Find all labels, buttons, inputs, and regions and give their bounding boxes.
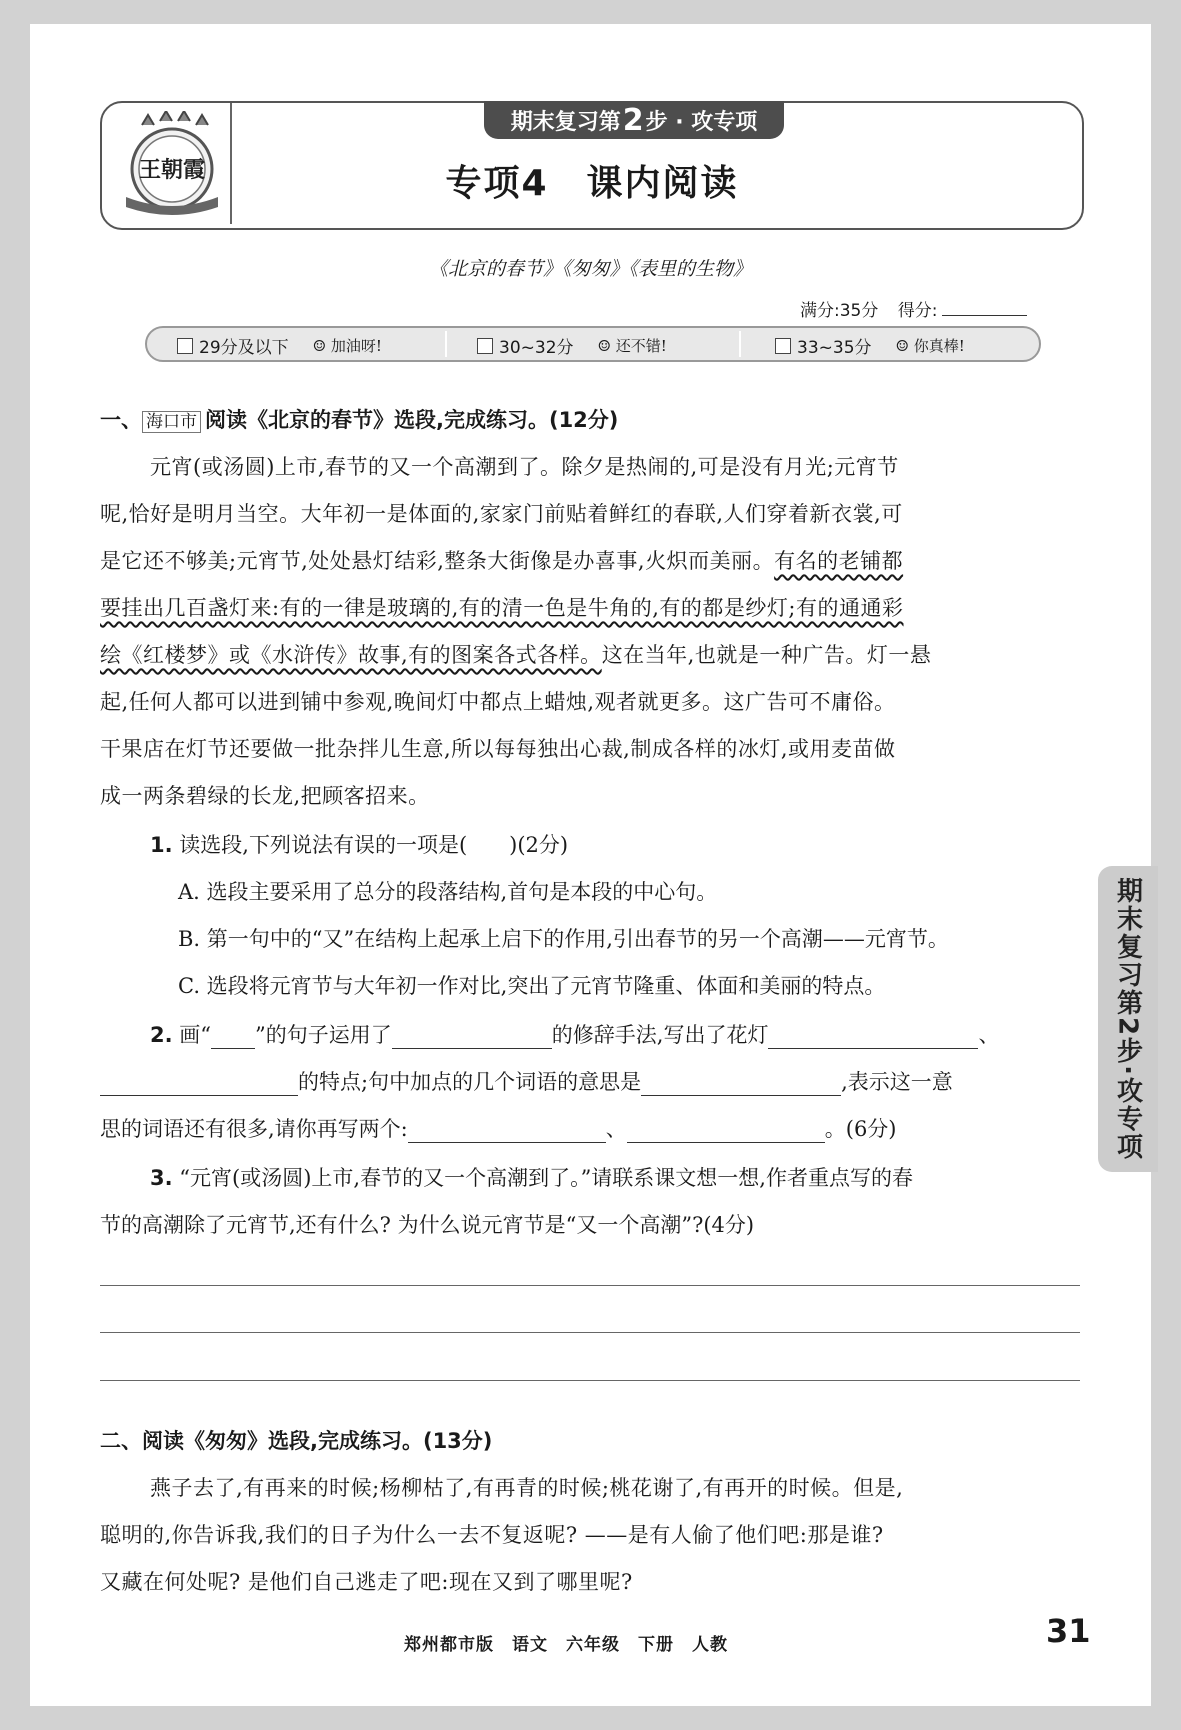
tab-prefix: 期末复习第 (510, 109, 621, 135)
section-2-heading: 二、阅读《匆匆》选段,完成练习。(13分) (100, 1429, 493, 1453)
question-1-stem: 1. 读选段,下列说法有误的一项是( )(2分) (150, 833, 569, 857)
question-1-option[interactable]: C. 选段将元宵节与大年初一作对比,突出了元宵节隆重、体面和美丽的特点。 (178, 974, 886, 998)
score-line (800, 296, 1027, 321)
rating-item-1 (177, 333, 382, 358)
footer-edition: 郑州都市版 语文 六年级 下册 人教 (404, 1635, 728, 1655)
score-blank[interactable] (942, 315, 1027, 316)
rating-checkbox-2[interactable] (477, 338, 493, 354)
answer-blank[interactable] (408, 1124, 606, 1143)
rating-range-1: 29分及以下 (199, 338, 289, 358)
header-box (100, 101, 1084, 230)
review-step-tab (484, 101, 784, 139)
lesson-subtitle: 《北京的春节》《匆匆》《表里的生物》 (428, 258, 752, 280)
tab-step: 2 (622, 102, 644, 138)
answer-blank[interactable] (768, 1030, 978, 1049)
answer-line[interactable] (100, 1380, 1080, 1381)
passage-2-line: 又藏在何处呢? 是他们自己逃走了吧:现在又到了哪里呢? (100, 1570, 633, 1594)
answer-blank[interactable] (100, 1077, 298, 1096)
question-1-option[interactable]: A. 选段主要采用了总分的段落结构,首句是本段的中心句。 (178, 880, 718, 904)
wavy-underlined-sentence: 有名的老铺都 (774, 549, 904, 573)
answer-line[interactable] (100, 1332, 1080, 1333)
rating-item-3 (775, 333, 965, 358)
page-number: 31 (1046, 1612, 1091, 1650)
rating-range-3: 33~35分 (797, 338, 872, 358)
got-score-label: 得分: (897, 301, 938, 321)
region-tag: 海口市 (142, 411, 201, 433)
rating-bar (145, 326, 1041, 362)
passage-1-line (100, 592, 1080, 622)
section-1-heading: 一、 海口市 阅读《北京的春节》选段,完成练习。(12分) (100, 408, 619, 432)
passage-1-line: 成一两条碧绿的长龙,把顾客招来。 (100, 784, 430, 808)
rating-range-2: 30~32分 (499, 338, 574, 358)
answer-blank[interactable] (627, 1124, 825, 1143)
rating-cheer-3: ☺ 你真棒! (895, 337, 965, 355)
page-title: 专项4 课内阅读 (445, 163, 739, 204)
question-1-option[interactable]: B. 第一句中的“又”在结构上起承上启下的作用,引出春节的另一个高潮——元宵节。 (178, 927, 949, 951)
rating-checkbox-3[interactable] (775, 338, 791, 354)
rating-separator (739, 331, 741, 357)
answer-line[interactable] (100, 1285, 1080, 1286)
svg-text:王朝霞: 王朝霞 (138, 157, 206, 183)
passage-1-line: 呢,恰好是明月当空。大年初一是体面的,家家门前贴着鲜红的春联,人们穿着新衣裳,可 (100, 502, 903, 526)
wavy-underlined-sentence: 要挂出几百盏灯来:有的一律是玻璃的,有的清一色是牛角的,有的都是纱灯;有的通通彩 (100, 596, 904, 620)
passage-1-line: 起,任何人都可以进到铺中参观,晚间灯中都点上蜡烛,观者就更多。这广告可不庸俗。 (100, 690, 896, 714)
passage-1-line: 干果店在灯节还要做一批杂拌儿生意,所以每每独出心裁,制成各样的冰灯,或用麦苗做 (100, 737, 896, 761)
wavy-underlined-sentence: 绘《红楼梦》或《水浒传》故事,有的图案各式各样。 (100, 643, 602, 667)
question-2-line-3: 思的词语还有很多,请你再写两个: 、 。(6分) (100, 1117, 897, 1141)
answer-blank[interactable] (641, 1077, 841, 1096)
passage-2-line: 燕子去了,有再来的时候;杨柳枯了,有再青的时候;桃花谢了,有再开的时候。但是, (150, 1476, 904, 1500)
question-2-line-2: 的特点;句中加点的几个词语的意思是 ,表示这一意 (100, 1066, 953, 1096)
rating-item-2 (477, 333, 667, 358)
rating-checkbox-1[interactable] (177, 338, 193, 354)
passage-2-line: 聪明的,你告诉我,我们的日子为什么一去不复返呢? ——是有人偷了他们吧:那是谁? (100, 1523, 884, 1547)
question-2-line-1: 2. 画“ ”的句子运用了 的修辞手法,写出了花灯 、 (150, 1023, 1000, 1047)
full-score-label: 满分:35分 (800, 301, 879, 321)
rating-separator (445, 331, 447, 357)
rating-cheer-2: ☺ 还不错! (597, 337, 667, 355)
question-3-line-2: 节的高潮除了元宵节,还有什么? 为什么说元宵节是“又一个高潮”?(4分) (100, 1213, 755, 1237)
answer-blank[interactable] (211, 1030, 255, 1049)
question-3-line-1: 3. “元宵(或汤圆)上市,春节的又一个高潮到了。”请联系课文想一想,作者重点写的春 (150, 1166, 913, 1190)
rating-cheer-1: ☺ 加油呀! (312, 337, 382, 355)
passage-1-line: 绘《红楼梦》或《水浒传》故事,有的图案各式各样。这在当年,也就是一种广告。灯一悬 (100, 643, 932, 667)
tab-suffix: 步 · 攻专项 (645, 109, 758, 135)
passage-1-line: 是它还不够美;元宵节,处处悬灯结彩,整条大街像是办喜事,火炽而美丽。有名的老铺都 (100, 549, 904, 573)
answer-blank[interactable] (392, 1030, 552, 1049)
side-section-tab: 期末复习第2步·攻专项 (1098, 866, 1158, 1172)
passage-1-line: 元宵(或汤圆)上市,春节的又一个高潮到了。除夕是热闹的,可是没有月光;元宵节 (150, 455, 899, 479)
